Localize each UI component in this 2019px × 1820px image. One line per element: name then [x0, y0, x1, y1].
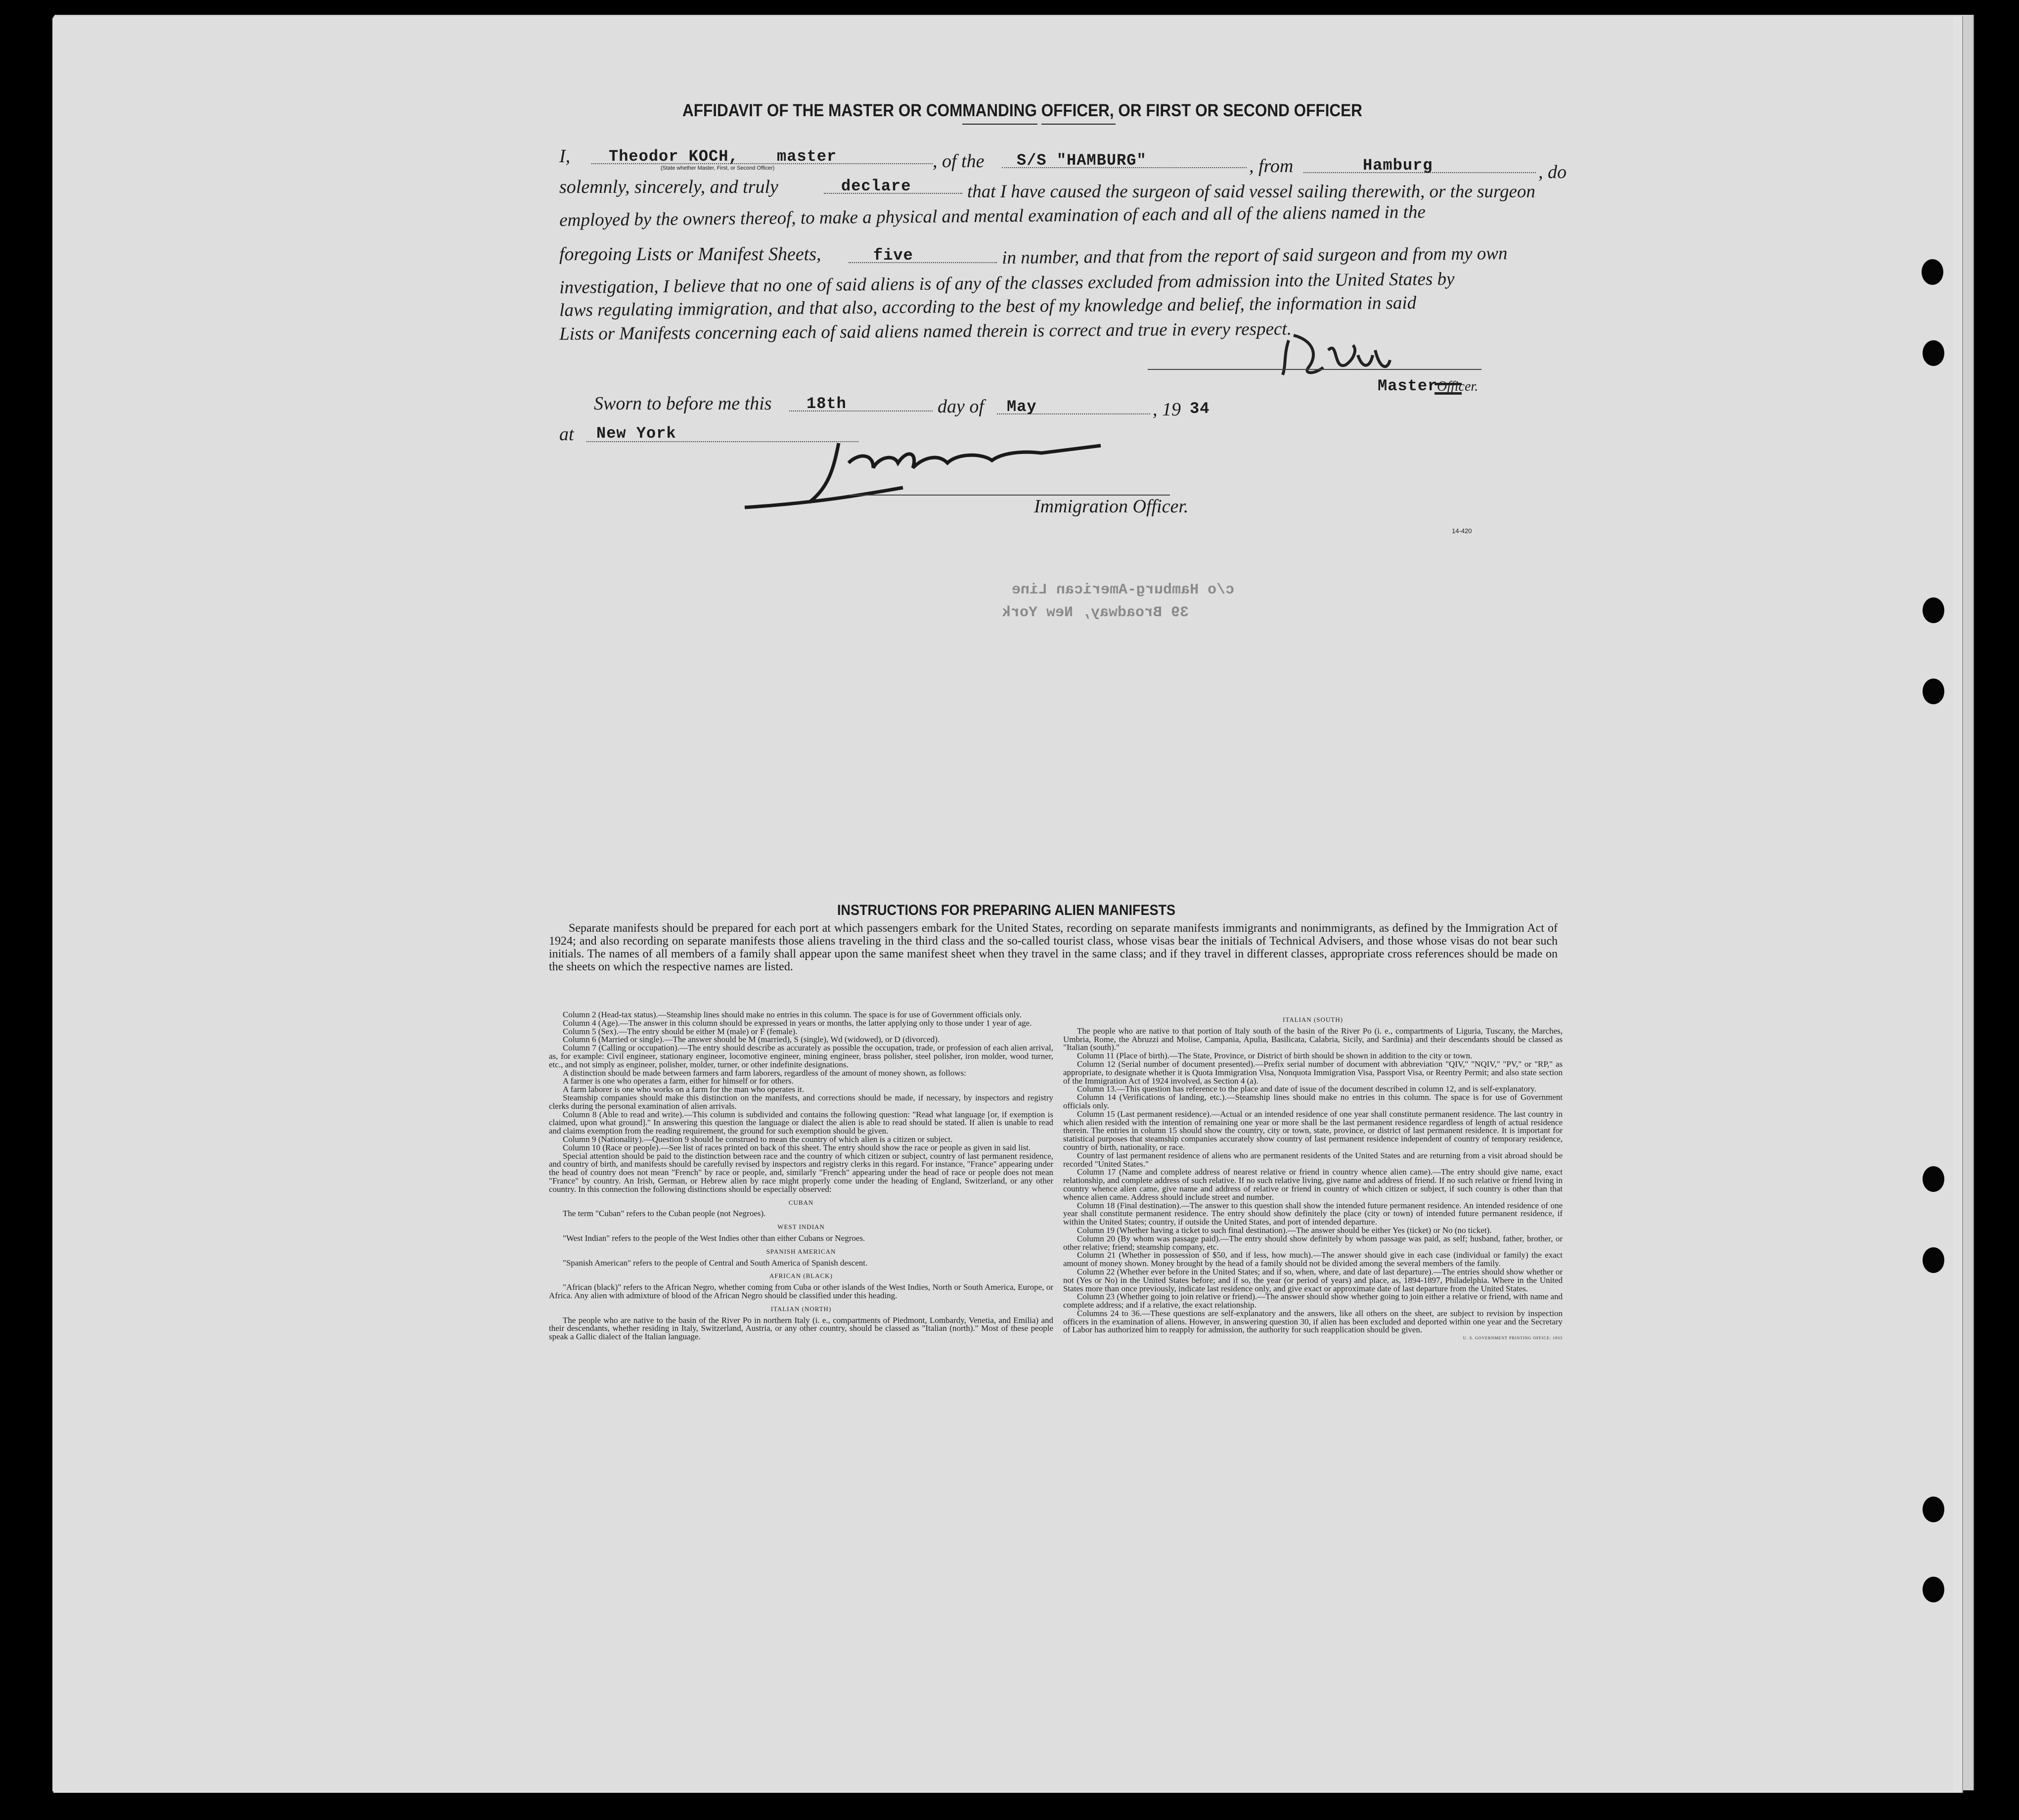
instruction-paragraph: Column 22 (Whether ever before in the United States; and if so, when, where, and date of last departure).—The entries should show whether or not (Yes or No) in the United States before; and if so, the year (or period of years) and place, as, 1894-1897, Philadelphia. Where in the United States more than once previously, indicate last residence only, and give exact or approximate date of last departure from the United States. [1063, 1267, 1563, 1293]
sworn-label: Sworn to before me this [594, 393, 772, 414]
title-rule [962, 124, 1037, 125]
instructions-intro: Separate manifests should be prepared for each port at which passengers embark for the United States, recording on separate manifests immigrants and nonimmigrants, as defined by the Immigration Act of 1924; and also recording on separate manifests those aliens traveling in the third class and the so-called tourist class, whose visas bear the initials of Technical Advisers, and those whose visas do not bear such initials. The names of all members of a family shall appear upon the same manifest sheet when they travel in the same class; and if they travel in different classes, appropriate cross references should be made on the sheets on which the respective names are listed. [549, 922, 1558, 973]
affidavit-line2-rest: that I have caused the surgeon of said vessel sailing therewith, or the surgeon [967, 182, 1535, 202]
punch-hole [1923, 597, 1944, 623]
instructions-title: INSTRUCTIONS FOR PREPARING ALIEN MANIFESTS [837, 902, 1176, 918]
instruction-paragraph: Column 13.—This question has reference to the place and date of issue of the document described in column 12, and is self-explanatory. [1077, 1084, 1536, 1094]
sworn-month: May [1007, 398, 1037, 416]
instruction-paragraph: Column 19 (Whether having a ticket to such final destination).—The answer should be either Yes (ticket) or No (no ticket). [1077, 1225, 1492, 1235]
punch-hole [1922, 259, 1943, 285]
declare-word: declare [841, 177, 911, 195]
affidavit-line4b: in number, and that from the report of said surgeon and from my own [1002, 243, 1508, 268]
section-heading: CUBAN [788, 1198, 814, 1206]
section-text: "West Indian" refers to the people of the West Indies other than either Cubans or Negroes. [563, 1233, 865, 1243]
sheet-count: five [873, 246, 913, 265]
punch-hole [1923, 1166, 1944, 1192]
instruction-paragraph: Special attention should be paid to the distinction between race and the country of which citizen or subject, country of last permanent residence, and country of birth, and manifests should be carefully revised by inspectors and registry clerks in this regard. For instance, "France" appearing under the head of country does not mean "French" by race or people, and, similarly "French" appearing under the head of race or people does not mean "France" by country. An Irish, German, or Hebrew alien by race might properly come under the heading of England, Switzerland, or any other country. In this connection the following distinctions should be especially observed: [549, 1151, 1053, 1194]
officer-strike [1435, 383, 1462, 395]
affidavit-line5: investigation, I believe that no one of said aliens is of any of the classes excluded from admission into the United States by [559, 269, 1455, 298]
instruction-paragraph: A farm laborer is one who works on a farm for the man who operates it. [563, 1085, 805, 1094]
section-heading: ITALIAN (SOUTH) [1283, 1016, 1343, 1023]
instruction-paragraph: Column 7 (Calling or occupation).—The entry should describe as accurately as possible the occupation, trade, or profession of each alien arrival, as, for example: Civil engineer, stationary engineer, locomotive engineer, mining engineer, brass polisher, steel polisher, iron molder, wood turner, etc., and not simply as engineer, polisher, molder, turner, or other indefinite designations. [549, 1043, 1053, 1069]
signer-title: Master [1378, 377, 1438, 395]
punch-hole [1923, 340, 1944, 366]
departure-port: Hamburg [1363, 156, 1433, 175]
affidavit-i: I, [559, 146, 571, 167]
from-label: , from [1249, 156, 1294, 177]
instruction-paragraph: Column 21 (Whether in possession of $50, and if less, how much).—The answer should give in each case (individual or family) the exact amount of money shown. Money brought by the head of a family should not be divided among the several members of the family. [1063, 1250, 1563, 1269]
section-text: The people who are native to the basin of the River Po in northern Italy (i. e., compartments of Piedmont, Lombardy, Venetia, and Emilia) and their descendants, whether residing in Italy, Switzerland, Austria, or any other country, should be classed as "Italian (north)." Most of these people speak a Gallic dialect of the Italian language. [549, 1315, 1053, 1342]
printer-imprint: U. S. GOVERNMENT PRINTING OFFICE: 1933 [1463, 1336, 1563, 1341]
sworn-place: New York [596, 424, 676, 443]
instruction-paragraph: Column 4 (Age).—The answer in this column should be expressed in years or months, the latter applying only to those under 1 year of age. [563, 1018, 1032, 1028]
master-rank: master [777, 147, 837, 166]
instruction-paragraph: Column 17 (Name and complete address of nearest relative or friend in country whence alien came).—The entry should give name, exact relationship, and complete address of such relative. If no such relative living, give name and address of friend. If no such relative or friend living in country whence alien came, give name and address of relative or friend in country of which citizen or subject, if such country is other than that whence alien came. Address should include street and number. [1063, 1167, 1563, 1202]
title-rule [1041, 124, 1116, 125]
instruction-paragraph: Column 10 (Race or people).—See list of races printed on back of this sheet. The entry should show the race or people as given in said list. [563, 1142, 1031, 1152]
instruction-paragraph: Column 5 (Sex).—The entry should be either M (male) or F (female). [563, 1026, 798, 1036]
instruction-paragraph: Column 8 (Able to read and write).—This column is subdivided and contains the following question: "Read what language [or, if exemption is claimed, upon what ground]." In answering this question the language or dialect the alien is able to read should be stated. If alien is unable to read and claims exemption from the reading requirement, the ground for such exemption should be given. [549, 1109, 1053, 1136]
immigration-officer-label: Immigration Officer. [1034, 496, 1189, 517]
bleed-through-stamp: c/o Hamburg-American Line [1012, 582, 1235, 598]
instruction-paragraph: Column 18 (Final destination).—The answer to this question shall show the intended future permanent residence. An intended residence of one year shall constitute permanent residence. The entry should show definitely the place (city or town) of intended future permanent residence, if within the United States; country, if outside the United States, and port of intended departure. [1063, 1200, 1563, 1227]
instruction-paragraph: Steamship companies should make this distinction on the manifests, and corrections should be made, if necessary, by inspectors and registry clerks during the personal examination of alien arrivals. [549, 1092, 1053, 1111]
affidavit-line3: employed by the owners thereof, to make a physical and mental examination of each and all of the aliens named in the [559, 202, 1426, 230]
sworn-day: 18th [807, 395, 847, 413]
master-name: Theodor KOCH, [609, 147, 739, 166]
vessel-name: S/S "HAMBURG" [1017, 151, 1147, 170]
instruction-paragraph: A farmer is one who operates a farm, either for himself or for others. [563, 1076, 794, 1086]
instruction-paragraph: Column 6 (Married or single).—The answer should be M (married), S (single), Wd (widowed), or D (divorced). [563, 1035, 940, 1045]
punch-hole [1923, 1497, 1944, 1522]
day-of-label: day of [938, 396, 984, 417]
section-text: "African (black)" refers to the African Negro, whether coming from Cuba or other islands of the West Indies, North or South America, Europe, or Africa. Any alien with admixture of blood of the African Negro should be classified under this heading. [549, 1282, 1053, 1300]
instructions-left-column [549, 1011, 1053, 1341]
instructions-right-column [1063, 1016, 1563, 1343]
instruction-paragraph: The people who are native to that portion of Italy south of the basin of the River Po (i. e., compartments of Liguria, Tuscany, the Marches, Umbria, Rome, the Abruzzi and Molise, Campania, Apulia, Basilicata, Calabria, Sicily, and Sardinia) and their descendants should be classed as "Italian (south)." [1063, 1026, 1563, 1052]
affidavit-line4a: foregoing Lists or Manifest Sheets, [559, 244, 821, 265]
affidavit-title: AFFIDAVIT OF THE MASTER OR COMMANDING OFFICER, OR FIRST OR SECOND OFFICER [682, 101, 1362, 120]
instruction-paragraph: Column 20 (By whom was passage paid).—The entry should show definitely by whom passage was paid, as self; husband, father, brother, or other relative; friend; steamship company, etc. [1063, 1233, 1563, 1252]
form-number: 14-420 [1452, 527, 1472, 535]
instruction-paragraph: Column 11 (Place of birth).—The State, Province, or District of birth should be shown in addition to the city or town. [1077, 1051, 1473, 1061]
of-the-label: , of the [933, 151, 985, 172]
at-label: at [559, 424, 574, 445]
count-fill-line [849, 262, 997, 263]
affidavit-line7: Lists or Manifests concerning each of said aliens named therein is correct and true in every respect. [559, 318, 1292, 344]
instruction-paragraph: A distinction should be made between farmers and farm laborers, regardless of the amount of money shown, as follows: [563, 1068, 966, 1078]
year-prefix: , 19 [1153, 399, 1181, 420]
instruction-paragraph: Column 23 (Whether going to join relative or friend).—The answer should show whether going to join either a relative or friend, with name and complete address; and if a relative, the exact relationship. [1063, 1292, 1563, 1310]
bleed-through-stamp: 39 Broadway, New York [1002, 604, 1189, 621]
instruction-paragraph: Column 9 (Nationality).—Question 9 should be construed to mean the country of which alien is a citizen or subject. [563, 1134, 953, 1144]
section-text: The term "Cuban" refers to the Cuban people (not Negroes). [563, 1209, 766, 1219]
punch-hole [1923, 1577, 1944, 1602]
sworn-year: 34 [1190, 400, 1210, 418]
section-heading: ITALIAN (NORTH) [770, 1305, 832, 1313]
instruction-paragraph: Columns 24 to 36.—These questions are self-explanatory and the answers, like all others on the sheet, are subject to revision by inspection officers in the examination of aliens. However, in answering question 30, if alien has been excluded and deported within one year and the Secretary of Labor has authorized him to reapply for admission, the authority for such reapplication should be given. [1063, 1308, 1563, 1335]
punch-hole [1923, 1247, 1944, 1273]
officer-word: Officer. [1437, 379, 1479, 394]
instruction-paragraph: Column 14 (Verifications of landing, etc.).—Steamship lines should make no entries in this column. The space is for use of Government officials only. [1063, 1092, 1563, 1110]
master-signature [1239, 320, 1477, 385]
rank-hint: (State whether Master, First, or Second Officer) [661, 165, 775, 171]
section-heading: AFRICAN (BLACK) [769, 1272, 833, 1280]
affidavit-line2: solemnly, sincerely, and truly [559, 177, 778, 197]
instruction-paragraph: Column 15 (Last permanent residence).—Actual or an intended residence of one year shall constitute permanent residence. The last country in which alien resided with the intention of remaining one year or more shall be the last permanent residence regardless of length of actual residence therein. The entries in column 15 should show the country, city or town, state, province, or district of last permanent residence. It is important for statistical purposes that steamship companies accurately show country of last permanent residence independent of country of temporary residence, country of birth, nationality, or race. [1063, 1109, 1563, 1152]
signature-line [1148, 369, 1481, 370]
section-heading: WEST INDIAN [777, 1223, 825, 1231]
instruction-paragraph: Column 2 (Head-tax status).—Steamship lines should make no entries in this column. The space is for use of Government officials only. [563, 1010, 1022, 1019]
punch-hole [1923, 679, 1944, 704]
document-page [52, 18, 1953, 1791]
instruction-paragraph: Country of last permanent residence of aliens who are permanent residents of the United States and are returning from a visit abroad should be recorded "United States." [1063, 1150, 1563, 1169]
section-heading: SPANISH AMERICAN [766, 1247, 836, 1255]
affidavit-line6: laws regulating immigration, and that also, according to the best of my knowledge and belief, the information in said [559, 292, 1417, 320]
section-text: "Spanish American" refers to the people of Central and South America of Spanish descent. [563, 1258, 868, 1268]
instruction-paragraph: Column 12 (Serial number of document presented).—Prefix serial number of document with abbreviation "QIV," "NQIV," "PV," or "RP," as appropriate, to designate whether it is Quota Immigration Visa, Nonquota Immigration Visa, Passport Visa, or Reentry Permit; and also state section of the Immigration Act of 1924 involved, as Section 4 (a). [1063, 1059, 1563, 1086]
do-label: , do [1538, 162, 1567, 182]
